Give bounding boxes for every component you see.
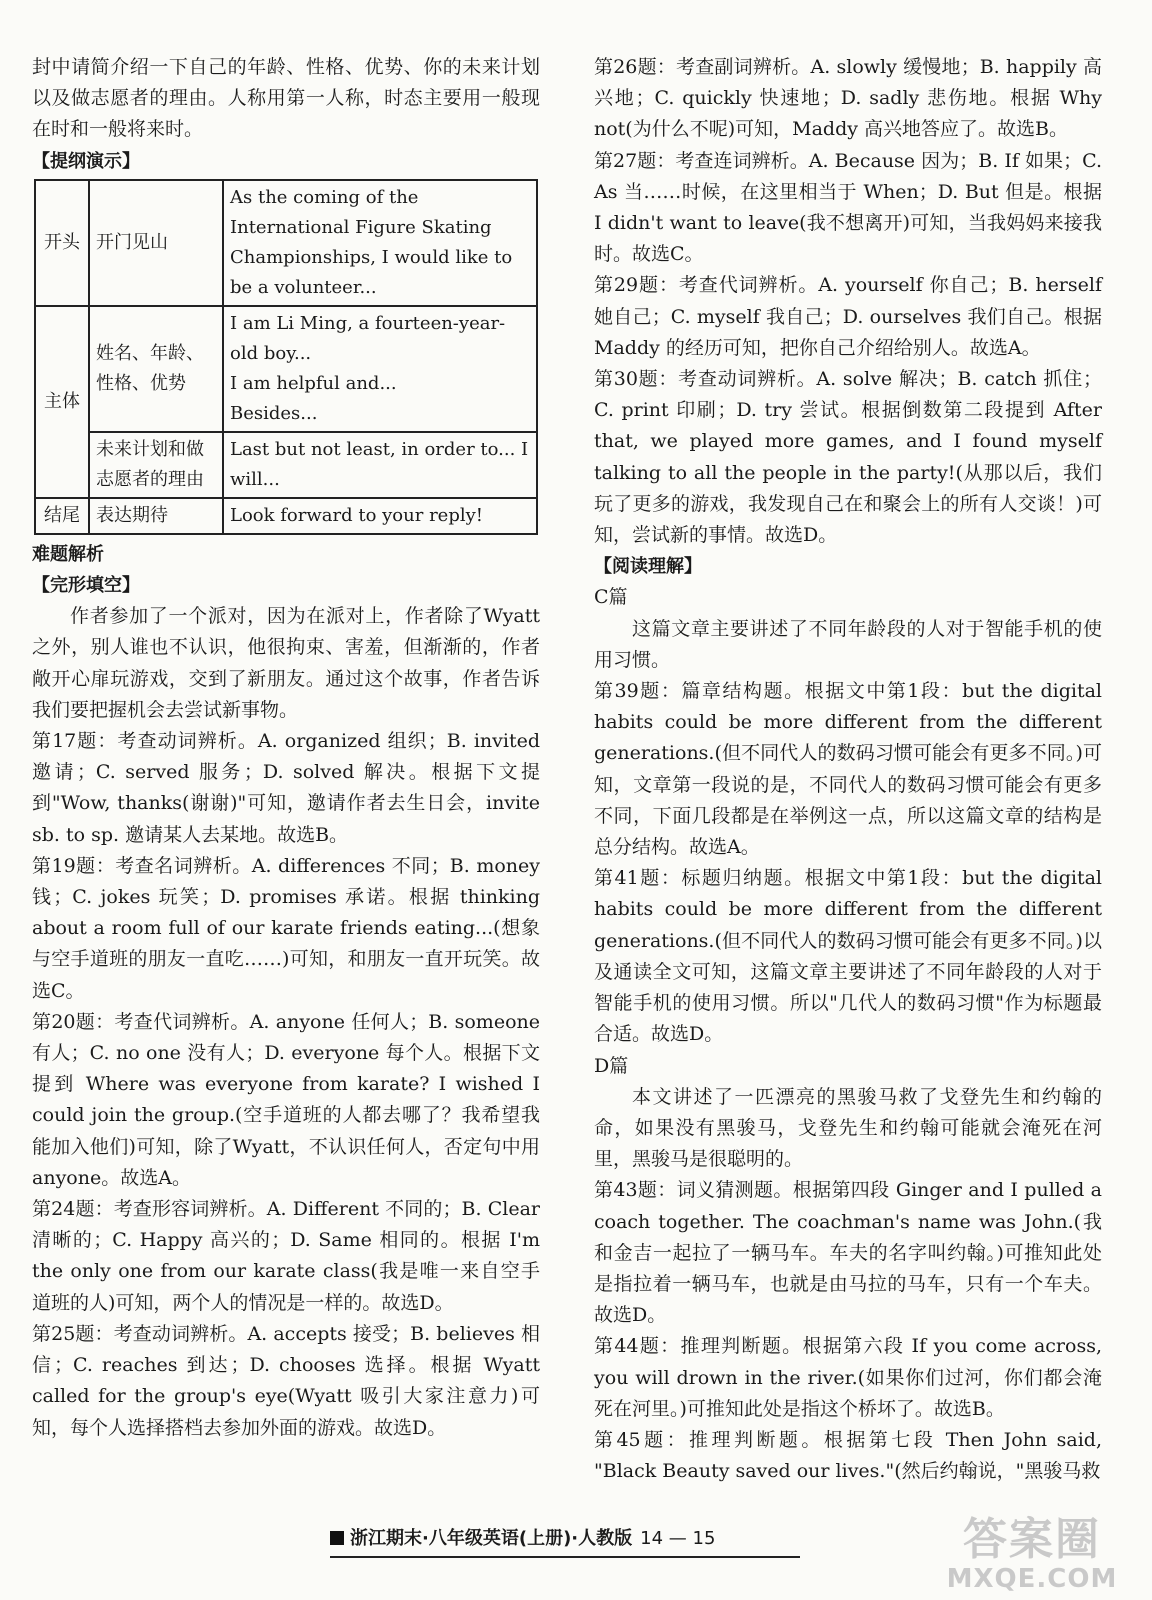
passage-c-title: C篇	[594, 586, 628, 609]
outline-text: Look forward to your reply!	[223, 498, 537, 534]
writing-intro: 封中请简介绍一下自己的年龄、性格、优势、你的未来计划以及做志愿者的理由。人称用第一人称，时态主要用一般现在时和一般将来时。	[32, 56, 540, 141]
reading-heading: 【阅读理解】	[594, 556, 702, 578]
outline-text: Besides...	[230, 402, 318, 424]
outline-text: As the coming of the International Figure Skating Championships, I would like to be a volunteer...	[223, 180, 537, 306]
outline-label: 姓名、年龄、性格、优势	[89, 306, 223, 432]
outline-label: 未来计划和做志愿者的理由	[89, 432, 223, 498]
outline-label: 开门见山	[89, 180, 223, 306]
outline-section: 开头	[35, 180, 89, 306]
outline-label: 表达期待	[89, 498, 223, 534]
question-26: 第26题：考查副词辨析。A. slowly 缓慢地；B. happily 高兴地；C. quickly 快速地；D. sadly 悲伤地。根据 Why not(为什么不呢)可知，Maddy 高兴地答应了。故选B。	[594, 56, 1102, 141]
watermark	[932, 1514, 1132, 1594]
question-19: 第19题：考查名词辨析。A. differences 不同；B. money 钱；C. jokes 玩笑；D. promises 承诺。根据 thinking about a room full of our karate friends eating...(想象与空手道班的朋友一直吃……)可知，和朋友一直开玩笑。故选C。	[32, 854, 540, 1002]
question-44: 第44题：推理判断题。根据第六段 If you come across, you will drown in the river.(如果你们过河，你们都会淹死在河里。)可推知此处是指这个桥坏了。故选B。	[594, 1335, 1102, 1420]
outline-section: 主体	[35, 306, 89, 498]
page-footer	[330, 1522, 800, 1558]
outline-row-open	[35, 180, 537, 306]
outline-text: I am Li Ming, a fourteen-year-old boy...	[230, 312, 506, 364]
watermark-url: MXQE.COM	[946, 1564, 1118, 1594]
analysis-heading: 难题解析	[32, 543, 104, 565]
question-24: 第24题：考查形容词辨析。A. Different 不同的；B. Clear 清晰的；C. Happy 高兴的；D. Same 相同的。根据 I'm the only one from our karate class(我是唯一来自空手道班的人)可知，两个人的情况是一样的。故选D。	[32, 1198, 540, 1314]
passage-c-summary: 这篇文章主要讲述了不同年龄段的人对于智能手机的使用习惯。	[594, 617, 1102, 671]
question-41: 第41题：标题归纳题。根据文中第1段：but the digital habits could be more different from the different generations.(但不同代人的数码习惯可能会有更多不同。)以及通读全文可知，这篇文章主要讲述了不同年龄段的人对于智能手机的使用习惯。所以"几代人的数码习惯"作为标题最合适。故选D。	[594, 867, 1102, 1046]
outline-table	[34, 179, 538, 535]
question-29: 第29题：考查代词辨析。A. yourself 你自己；B. herself 她自己；C. myself 我自己；D. ourselves 我们自己。根据 Maddy 的经历可知，把你自己介绍给别人。故选A。	[594, 274, 1102, 359]
passage-d-summary: 本文讲述了一匹漂亮的黑骏马救了戈登先生和约翰的命，如果没有黑骏马，戈登先生和约翰可能就会淹死在河里，黑骏马是很聪明的。	[594, 1085, 1102, 1171]
question-27: 第27题：考查连词辨析。A. Because 因为；B. If 如果；C. As 当……时候，在这里相当于 When；D. But 但是。根据 I didn't want to leave(我不想离开)可知，当我妈妈来接我时。故选C。	[594, 149, 1102, 266]
outline-row-body1	[35, 306, 537, 432]
question-45: 第45题：推理判断题。根据第七段 Then John said, "Black Beauty saved our lives."(然后约翰说，"黑骏马救	[594, 1428, 1102, 1483]
outline-heading: 【提纲演示】	[32, 150, 140, 172]
page-numbers: 14 — 15	[640, 1528, 716, 1549]
question-20: 第20题：考查代词辨析。A. anyone 任何人；B. someone 有人；C. no one 没有人；D. everyone 每个人。根据下文提到 Where was everyone from karate? I wished I could join the group.(空手道班的人都去哪了？我希望我能加入他们)可知，除了Wyatt，不认识任何人，否定句中用anyone。故选A。	[32, 1010, 540, 1189]
black-square-icon	[330, 1531, 344, 1545]
left-column	[32, 52, 540, 1444]
question-43: 第43题：词义猜测题。根据第四段 Ginger and I pulled a coach together. The coachman's name was John.(我和金吉一起拉了一辆马车。车夫的名字叫约翰。)可推知此处是指拉着一辆马车，也就是由马拉的马车，只有一个车夫。故选D。	[594, 1179, 1102, 1327]
outline-row-end	[35, 498, 537, 534]
footer-title: 浙江期末·八年级英语(上册)·人教版	[350, 1528, 633, 1549]
outline-section: 结尾	[35, 498, 89, 534]
outline-text: Last but not least, in order to... I will...	[223, 432, 537, 498]
cloze-summary: 作者参加了一个派对，因为在派对上，作者除了Wyatt之外，别人谁也不认识，他很拘束、害羞，但渐渐的，作者敞开心扉玩游戏，交到了新朋友。通过这个故事，作者告诉我们要把握机会去尝试新事物。	[32, 605, 540, 721]
question-39: 第39题：篇章结构题。根据文中第1段：but the digital habits could be more different from the different generations.(但不同代人的数码习惯可能会有更多不同。)可知，文章第一段说的是，不同代人的数码习惯可能会有更多不同，下面几段都是在举例这一点，所以这篇文章的结构是总分结构。故选A。	[594, 680, 1102, 859]
passage-d-title: D篇	[594, 1054, 629, 1077]
question-25: 第25题：考查动词辨析。A. accepts 接受；B. believes 相信；C. reaches 到达；D. chooses 选择。根据 Wyatt called for the group's eye(Wyatt 吸引大家注意力)可知，每个人选择搭档去参加外面的游戏。故选D。	[32, 1322, 540, 1439]
question-30: 第30题：考查动词辨析。A. solve 解决；B. catch 抓住；C. print 印刷；D. try 尝试。根据倒数第二段提到 After that, we played more games, and I found myself talking to all the people in the party!(从那以后，我们玩了更多的游戏，我发现自己在和聚会上的所有人交谈！)可知，尝试新的事情。故选D。	[594, 368, 1102, 547]
outline-text: I am helpful and...	[230, 372, 397, 394]
question-17: 第17题：考查动词辨析。A. organized 组织；B. invited 邀请；C. served 服务；D. solved 解决。根据下文提到"Wow, thanks(谢谢)"可知，邀请作者去生日会，invite sb. to sp. 邀请某人去某地。故选B。	[32, 730, 540, 846]
outline-row-body2	[35, 432, 537, 498]
right-column	[594, 52, 1102, 1487]
watermark-logo: 答案圈	[963, 1514, 1101, 1565]
cloze-heading: 【完形填空】	[32, 575, 140, 597]
